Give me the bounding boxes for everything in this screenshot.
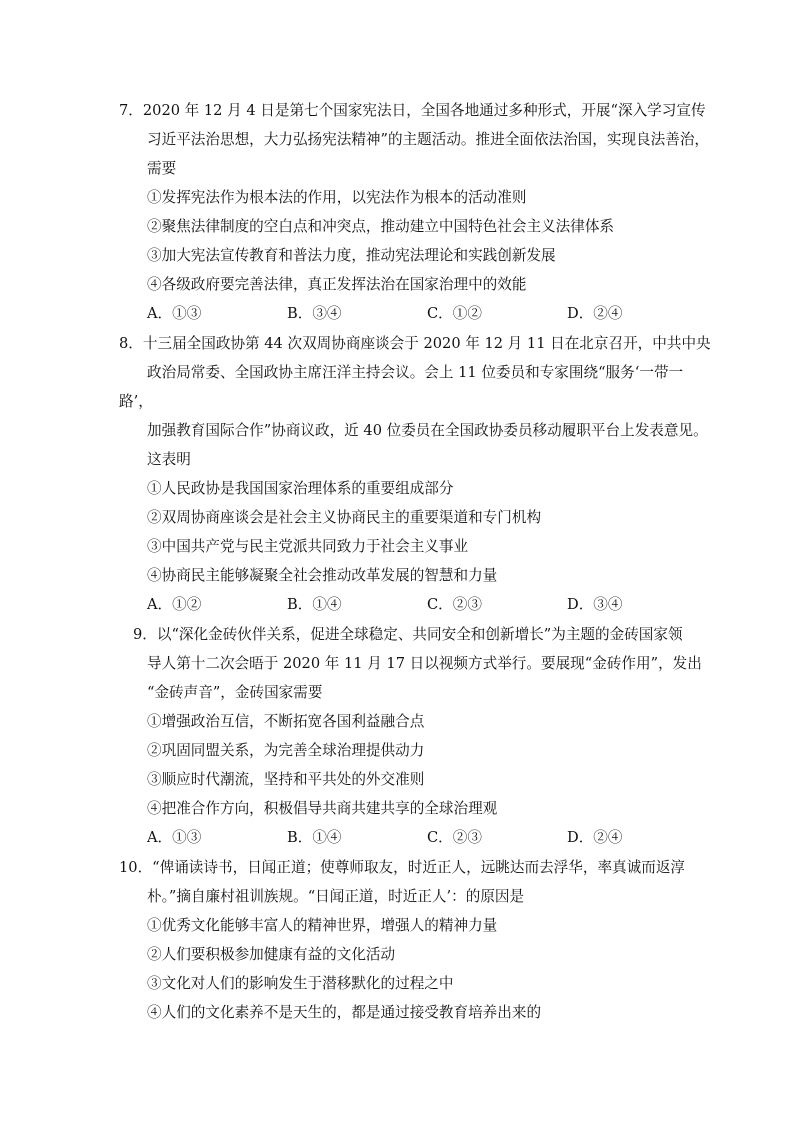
question-7-item-2: ②聚焦法律制度的空白点和冲突点，推动建立中国特色社会主义法律体系 bbox=[147, 218, 615, 235]
question-8-stem-line-1: 8．十三届全国政协第 44 次双周协商座谈会于 2020 年 12 月 11 日在北京召开，中共中央 bbox=[119, 335, 711, 352]
question-8-option-a: A．①② bbox=[147, 596, 202, 613]
question-7-item-1: ①发挥宪法作为根本法的作用，以宪法作为根本的活动准则 bbox=[147, 189, 527, 206]
question-8-stem-line-2: 政治局常委、全国政协主席汪洋主持会议。会上 11 位委员和专家围绕“服务‘一带一 bbox=[147, 364, 684, 381]
question-7-option-c: C．①② bbox=[427, 305, 482, 322]
question-10-item-4: ④人们的文化素养不是天生的，都是通过接受教育培养出来的 bbox=[147, 1004, 542, 1021]
question-9-item-4: ④把准合作方向，积极倡导共商共建共享的全球治理观 bbox=[147, 800, 498, 817]
question-9-item-2: ②巩固同盟关系，为完善全球治理提供动力 bbox=[147, 742, 425, 759]
question-9-stem-line-2: 导人第十二次会晤于 2020 年 11 月 17 日以视频方式举行。要展现“金砖作用”，发出 bbox=[147, 655, 702, 672]
question-7-stem-line-2: 习近平法治思想，大力弘扬宪法精神”的主题活动。推进全面依法治国，实现良法善治， bbox=[147, 131, 710, 148]
question-9-option-c: C．②③ bbox=[427, 829, 482, 846]
question-9-item-1: ①增强政治互信，不断拓宽各国利益融合点 bbox=[147, 713, 425, 730]
question-9-item-3: ③顺应时代潮流，坚持和平共处的外交准则 bbox=[147, 771, 425, 788]
question-9-stem-line-3: “金砖声音”，金砖国家需要 bbox=[147, 684, 323, 701]
question-7-option-d: D．②④ bbox=[567, 305, 623, 322]
question-10-item-2: ②人们要积极参加健康有益的文化活动 bbox=[147, 946, 396, 963]
question-8-option-c: C．②③ bbox=[427, 596, 482, 613]
question-9-option-a: A．①③ bbox=[147, 829, 202, 846]
question-10-stem-line-1: 10．“俾诵读诗书，日闻正道；使尊师取友，时近正人，远眺达而去浮华，率真诚而返淳 bbox=[119, 859, 686, 876]
question-7-stem-line-3: 需要 bbox=[147, 160, 177, 177]
question-9-option-b: B．①④ bbox=[287, 829, 342, 846]
question-8-option-b: B．①④ bbox=[287, 596, 342, 613]
question-7-item-3: ③加大宪法宣传教育和普法力度，推动宪法理论和实践创新发展 bbox=[147, 247, 556, 264]
question-8-stem-line-3: 路’， bbox=[119, 393, 153, 410]
question-7-stem-line-1: 7．2020 年 12 月 4 日是第七个国家宪法日，全国各地通过多种形式，开展“深入学习宣传 bbox=[119, 102, 706, 119]
question-8-item-2: ②双周协商座谈会是社会主义协商民主的重要渠道和专门机构 bbox=[147, 509, 542, 526]
question-8-item-4: ④协商民主能够凝聚全社会推动改革发展的智慧和力量 bbox=[147, 567, 498, 584]
question-9-stem-line-1: 9．以“深化金砖伙伴关系，促进全球稳定、共同安全和创新增长”为主题的金砖国家领 bbox=[133, 626, 683, 643]
question-7-option-b: B．③④ bbox=[287, 305, 342, 322]
question-8-item-1: ①人民政协是我国国家治理体系的重要组成部分 bbox=[147, 480, 454, 497]
question-8-option-d: D．③④ bbox=[567, 596, 623, 613]
question-10-stem-line-2: 朴。”摘自廉村祖训族规。“日闻正道，时近正人’：的原因是 bbox=[147, 888, 525, 905]
question-9-option-d: D．②④ bbox=[567, 829, 623, 846]
question-10-item-3: ③文化对人们的影响发生于潜移默化的过程之中 bbox=[147, 975, 454, 992]
question-7-item-4: ④各级政府要完善法律，真正发挥法治在国家治理中的效能 bbox=[147, 276, 527, 293]
question-8-stem-line-4: 加强教育国际合作”协商议政，近 40 位委员在全国政协委员移动履职平台上发表意见。 bbox=[147, 422, 708, 439]
question-7-option-a: A．①③ bbox=[147, 305, 202, 322]
question-8-stem-line-5: 这表明 bbox=[147, 451, 191, 468]
question-10-item-1: ①优秀文化能够丰富人的精神世界，增强人的精神力量 bbox=[147, 917, 498, 934]
question-8-item-3: ③中国共产党与民主党派共同致力于社会主义事业 bbox=[147, 538, 469, 555]
